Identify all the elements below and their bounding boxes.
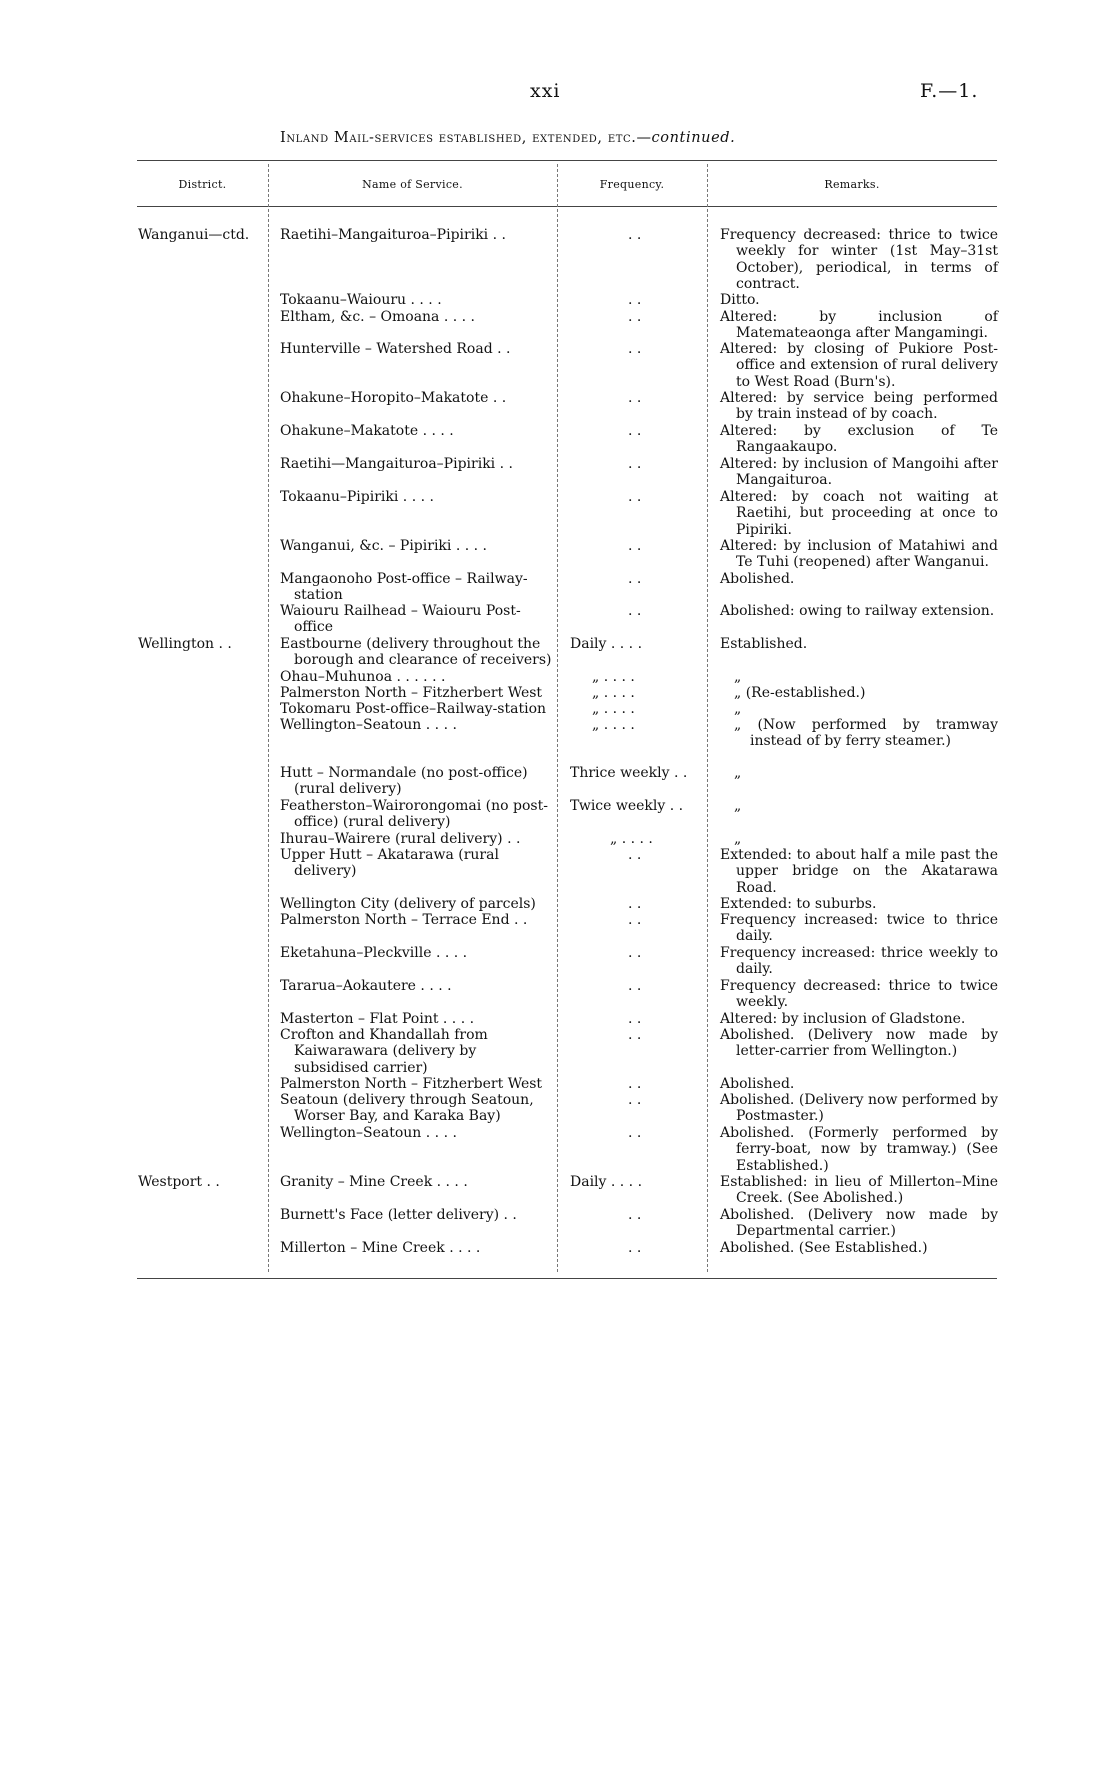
table-bottom-rule <box>137 1278 997 1279</box>
frequency-cell: Daily . . . . <box>570 636 643 652</box>
remarks-cell: Extended: to about half a mile past the upper bridge on the Akatarawa Road. <box>720 847 998 896</box>
title-continued: continued. <box>651 130 736 146</box>
service-cell: Palmerston North – Fitzherbert West <box>280 685 543 701</box>
service-cell: Ihurau–Wairere (rural delivery) . . <box>280 831 521 847</box>
remarks-cell: Altered: by inclusion of Mangoihi after Mangaituroa. <box>720 456 998 489</box>
title-main: Inland Mail-services established, extended, etc.— <box>280 130 652 146</box>
district-cell: Westport . . <box>138 1174 220 1190</box>
remarks-cell: Abolished: owing to railway extension. <box>720 603 995 619</box>
remarks-cell: Abolished. (Formerly performed by ferry-boat, now by tramway.) (See Established.) <box>720 1125 998 1174</box>
service-cell: Hutt – Normandale (no post-office) (rural delivery) <box>280 765 528 798</box>
district-cell: Wanganui—ctd. <box>138 227 250 243</box>
col-header-frequency: Frequency. <box>599 178 665 191</box>
remarks-cell: „ <box>734 798 742 814</box>
remarks-cell: Abolished. <box>720 571 795 587</box>
frequency-cell: . . <box>628 309 642 325</box>
service-cell: Tokaanu–Waiouru . . . . <box>280 292 442 308</box>
remarks-cell: „ (Now performed by tramway instead of by ferry steamer.) <box>734 717 998 750</box>
service-cell: Palmerston North – Terrace End . . <box>280 912 528 928</box>
service-cell: Raetihi—Mangaituroa–Pipiriki . . <box>280 456 513 472</box>
frequency-cell: . . <box>628 1076 642 1092</box>
frequency-cell: Thrice weekly . . <box>570 765 688 781</box>
remarks-cell: Frequency increased: twice to thrice daily. <box>720 912 998 945</box>
frequency-cell: . . <box>628 571 642 587</box>
remarks-cell: Abolished. (Delivery now made by letter-carrier from Wellington.) <box>720 1027 998 1060</box>
service-cell: Wellington–Seatoun . . . . <box>280 717 457 733</box>
remarks-cell: Altered: by inclusion of Matahiwi and Te Tuhi (reopened) after Wanganui. <box>720 538 998 571</box>
service-cell: Seatoun (delivery through Seatoun, Worser Bay, and Karaka Bay) <box>280 1092 534 1125</box>
service-cell: Palmerston North – Fitzherbert West <box>280 1076 543 1092</box>
remarks-cell: Frequency decreased: thrice to twice weekly for winter (1st May–31st October), periodical, in terms of contract. <box>720 227 998 292</box>
frequency-cell: . . <box>628 227 642 243</box>
frequency-cell: . . <box>628 847 642 863</box>
remarks-cell: Altered: by coach not waiting at Raetihi, but proceeding at once to Pipiriki. <box>720 489 998 538</box>
service-cell: Eltham, &c. – Omoana . . . . <box>280 309 476 325</box>
service-cell: Ohakune–Horopito–Makatote . . <box>280 390 507 406</box>
frequency-cell: . . <box>628 456 642 472</box>
frequency-cell: . . <box>628 978 642 994</box>
remarks-cell: „ <box>734 669 742 685</box>
remarks-cell: „ <box>734 701 742 717</box>
remarks-cell: Abolished. <box>720 1076 795 1092</box>
header-bottom-rule <box>137 206 997 207</box>
remarks-cell: Extended: to suburbs. <box>720 896 877 912</box>
remarks-cell: Frequency increased: thrice weekly to daily. <box>720 945 998 978</box>
frequency-cell: . . <box>628 896 642 912</box>
frequency-cell: . . <box>628 423 642 439</box>
service-cell: Wellington City (delivery of parcels) <box>280 896 536 912</box>
remarks-cell: Altered: by exclusion of Te Rangaakaupo. <box>720 423 998 456</box>
service-cell: Tararua–Aokautere . . . . <box>280 978 452 994</box>
frequency-cell: „ . . . . <box>592 701 635 717</box>
col-divider-2 <box>557 164 559 1272</box>
remarks-cell: Abolished. (See Established.) <box>720 1240 928 1256</box>
col-header-service: Name of Service. <box>362 178 463 191</box>
page-number: xxi <box>530 80 561 102</box>
district-cell: Wellington . . <box>138 636 232 652</box>
col-header-remarks: Remarks. <box>824 178 880 191</box>
remarks-cell: Abolished. (Delivery now performed by Postmaster.) <box>720 1092 998 1125</box>
service-cell: Raetihi–Mangaituroa–Pipiriki . . <box>280 227 506 243</box>
frequency-cell: . . <box>628 1011 642 1027</box>
frequency-cell: . . <box>628 390 642 406</box>
service-cell: Burnett's Face (letter delivery) . . <box>280 1207 517 1223</box>
frequency-cell: Twice weekly . . <box>570 798 684 814</box>
service-cell: Eketahuna–Pleckville . . . . <box>280 945 468 961</box>
remarks-cell: Frequency decreased: thrice to twice weekly. <box>720 978 998 1011</box>
frequency-cell: . . <box>628 1125 642 1141</box>
service-cell: Masterton – Flat Point . . . . <box>280 1011 475 1027</box>
service-cell: Ohau–Muhunoa . . . . . . <box>280 669 446 685</box>
service-cell: Crofton and Khandallah from Kaiwarawara (delivery by subsidised carrier) <box>280 1027 488 1076</box>
remarks-cell: „ <box>734 831 742 847</box>
remarks-cell: Altered: by service being performed by train instead of by coach. <box>720 390 998 423</box>
page-reference: F.—1. <box>920 80 979 102</box>
service-cell: Tokomaru Post-office–Railway-station <box>280 701 547 717</box>
service-cell: Featherston–Wairorongomai (no post-office) (rural delivery) <box>280 798 548 831</box>
col-divider-1 <box>268 164 270 1272</box>
frequency-cell: Daily . . . . <box>570 1174 643 1190</box>
service-cell: Eastbourne (delivery throughout the borough and clearance of receivers) <box>280 636 552 669</box>
frequency-cell: . . <box>628 489 642 505</box>
frequency-cell: „ . . . . <box>592 669 635 685</box>
frequency-cell: . . <box>628 912 642 928</box>
frequency-cell: „ . . . . <box>592 717 635 733</box>
frequency-cell: . . <box>628 1092 642 1108</box>
remarks-cell: Established. <box>720 636 808 652</box>
remarks-cell: Altered: by inclusion of Gladstone. <box>720 1011 966 1027</box>
remarks-cell: Established: in lieu of Millerton–Mine Creek. (See Abolished.) <box>720 1174 998 1207</box>
remarks-cell: Abolished. (Delivery now made by Departmental carrier.) <box>720 1207 998 1240</box>
remarks-cell: Altered: by closing of Pukiore Post-office and extension of rural delivery to West Road (Burn's). <box>720 341 998 390</box>
service-cell: Millerton – Mine Creek . . . . <box>280 1240 481 1256</box>
frequency-cell: . . <box>628 1027 642 1043</box>
service-cell: Waiouru Railhead – Waiouru Post-office <box>280 603 521 636</box>
frequency-cell: . . <box>628 945 642 961</box>
service-cell: Granity – Mine Creek . . . . <box>280 1174 468 1190</box>
service-cell: Upper Hutt – Akatarawa (rural delivery) <box>280 847 499 880</box>
remarks-cell: Ditto. <box>720 292 760 308</box>
frequency-cell: . . <box>628 341 642 357</box>
service-cell: Wellington–Seatoun . . . . <box>280 1125 457 1141</box>
service-cell: Mangaonoho Post-office – Railway-station <box>280 571 528 604</box>
service-cell: Tokaanu–Pipiriki . . . . <box>280 489 434 505</box>
col-header-district: District. <box>178 178 227 191</box>
frequency-cell: . . <box>628 1240 642 1256</box>
remarks-cell: „ (Re-established.) <box>734 685 866 701</box>
frequency-cell: . . <box>628 292 642 308</box>
frequency-cell: . . <box>628 1207 642 1223</box>
remarks-cell: Altered: by inclusion of Matemateaonga after Mangamingi. <box>720 309 998 342</box>
page-title <box>280 130 735 146</box>
header-top-rule <box>137 160 997 161</box>
frequency-cell: „ . . . . <box>592 685 635 701</box>
frequency-cell: „ . . . . <box>610 831 653 847</box>
frequency-cell: . . <box>628 603 642 619</box>
service-cell: Hunterville – Watershed Road . . <box>280 341 511 357</box>
service-cell: Wanganui, &c. – Pipiriki . . . . <box>280 538 487 554</box>
remarks-cell: „ <box>734 765 742 781</box>
service-cell: Ohakune–Makatote . . . . <box>280 423 454 439</box>
frequency-cell: . . <box>628 538 642 554</box>
